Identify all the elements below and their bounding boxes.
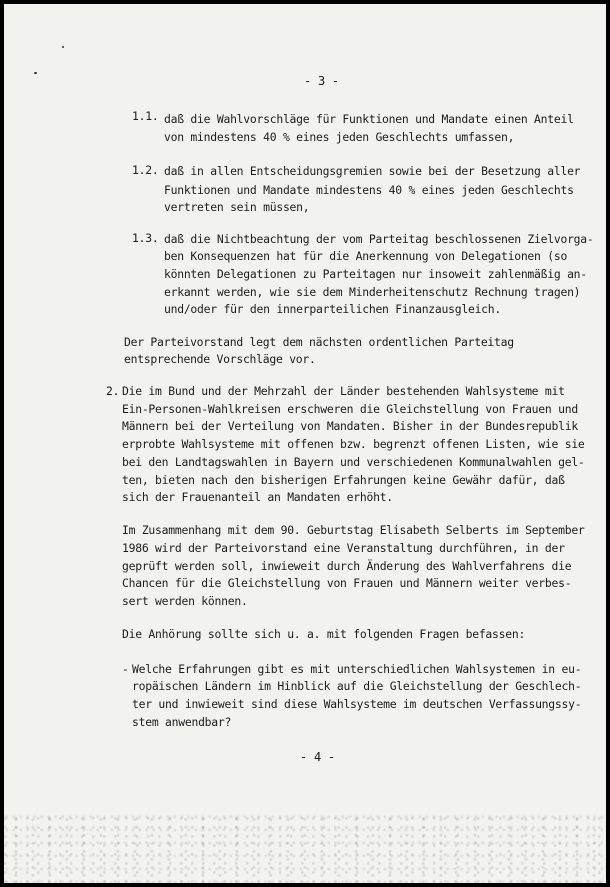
bullet-marker: - xyxy=(122,662,129,676)
bullet-line: Welche Erfahrungen gibt es mit unterschiedlichen Wahlsystemen in eu- xyxy=(132,662,582,676)
item-2-line: ten, bieten nach den bisherigen Erfahrungen keine Gewähr dafür, daß xyxy=(122,473,565,487)
item-2-line: sich der Frauenanteil an Mandaten erhöht. xyxy=(122,490,393,504)
bullet-line: ropäischen Ländern im Hinblick auf die Gleichstellung der Geschlech- xyxy=(132,679,582,693)
item-1-1-line: von mindestens 40 % eines jeden Geschlechts umfassen, xyxy=(164,130,515,144)
item-1-3-line: erkannt werden, wie sie dem Minderheitenschutz Rechnung tragen) xyxy=(164,285,581,299)
item-1-3-line: und/oder für den innerparteilichen Finanzausgleich. xyxy=(164,302,501,316)
item-1-3-line: daß die Nichtbeachtung der vom Parteitag beschlossenen Zielvorga- xyxy=(164,232,594,246)
bullet-line: ter und inwieweit sind diese Wahlsysteme im deutschen Verfassungssy- xyxy=(132,697,582,711)
item-2-line: Männern bei der Verteilung von Mandaten. Bisher in der Bundesrepublik xyxy=(122,419,578,433)
item-2-line: Ein-Personen-Wahlkreisen erschweren die Gleichstellung von Frauen und xyxy=(122,402,578,416)
item-1-2-line: Funktionen und Mandate mindestens 40 % eines jeden Geschlechts xyxy=(164,183,574,197)
page-number-bottom: - 4 - xyxy=(300,750,335,764)
document-page xyxy=(4,4,606,883)
paragraph-selbert-line: Chancen für die Gleichstellung von Frauen und Männern weiter verbes- xyxy=(122,576,572,590)
item-2-line: bei den Landtagswahlen in Bayern und verschiedenen Kommunalwahlen gel- xyxy=(122,455,585,469)
item-2-line: Die im Bund und der Mehrzahl der Länder bestehenden Wahlsysteme mit xyxy=(122,384,565,398)
scan-speck xyxy=(62,46,64,48)
item-1-1-line: daß die Wahlvorschläge für Funktionen und Mandate einen Anteil xyxy=(164,112,574,126)
page-number-top: - 3 - xyxy=(304,74,339,88)
item-1-3-line: ben Konsequenzen hat für die Anerkennung von Delegationen (so xyxy=(164,249,568,263)
item-1-3-number: 1.3. xyxy=(132,231,159,245)
item-2-line: erprobte Wahlsysteme mit offenen bzw. begrenzt offenen Listen, wie sie xyxy=(122,437,585,451)
paragraph-selbert-line: sert werden können. xyxy=(122,594,248,608)
item-1-1-number: 1.1. xyxy=(132,109,159,123)
paragraph-selbert-line: Im Zusammenhang mit dem 90. Geburtstag Elisabeth Selberts im September xyxy=(122,523,585,537)
paragraph-vorstand-line: entsprechende Vorschläge vor. xyxy=(124,352,316,366)
item-1-3-line: könnten Delegationen zu Parteitagen nur insoweit zahlenmäßig an- xyxy=(164,267,587,281)
paragraph-anhoerung: Die Anhörung sollte sich u. a. mit folgenden Fragen befassen: xyxy=(122,627,526,641)
item-1-2-line: daß in allen Entscheidungsgremien sowie bei der Besetzung aller xyxy=(164,164,581,178)
bullet-line: stem anwendbar? xyxy=(132,715,232,729)
paragraph-vorstand-line: Der Parteivorstand legt dem nächsten ordentlichen Parteitag xyxy=(124,335,514,349)
paragraph-selbert-line: geprüft werden soll, inwieweit durch Änderung des Wahlverfahrens die xyxy=(122,559,572,573)
item-1-2-number: 1.2. xyxy=(132,163,159,177)
scan-speck xyxy=(34,72,37,74)
item-1-2-line: vertreten sein müssen, xyxy=(164,200,310,214)
item-2-number: 2. xyxy=(106,384,120,398)
paragraph-selbert-line: 1986 wird der Parteivorstand eine Veranstaltung durchführen, in der xyxy=(122,541,565,555)
